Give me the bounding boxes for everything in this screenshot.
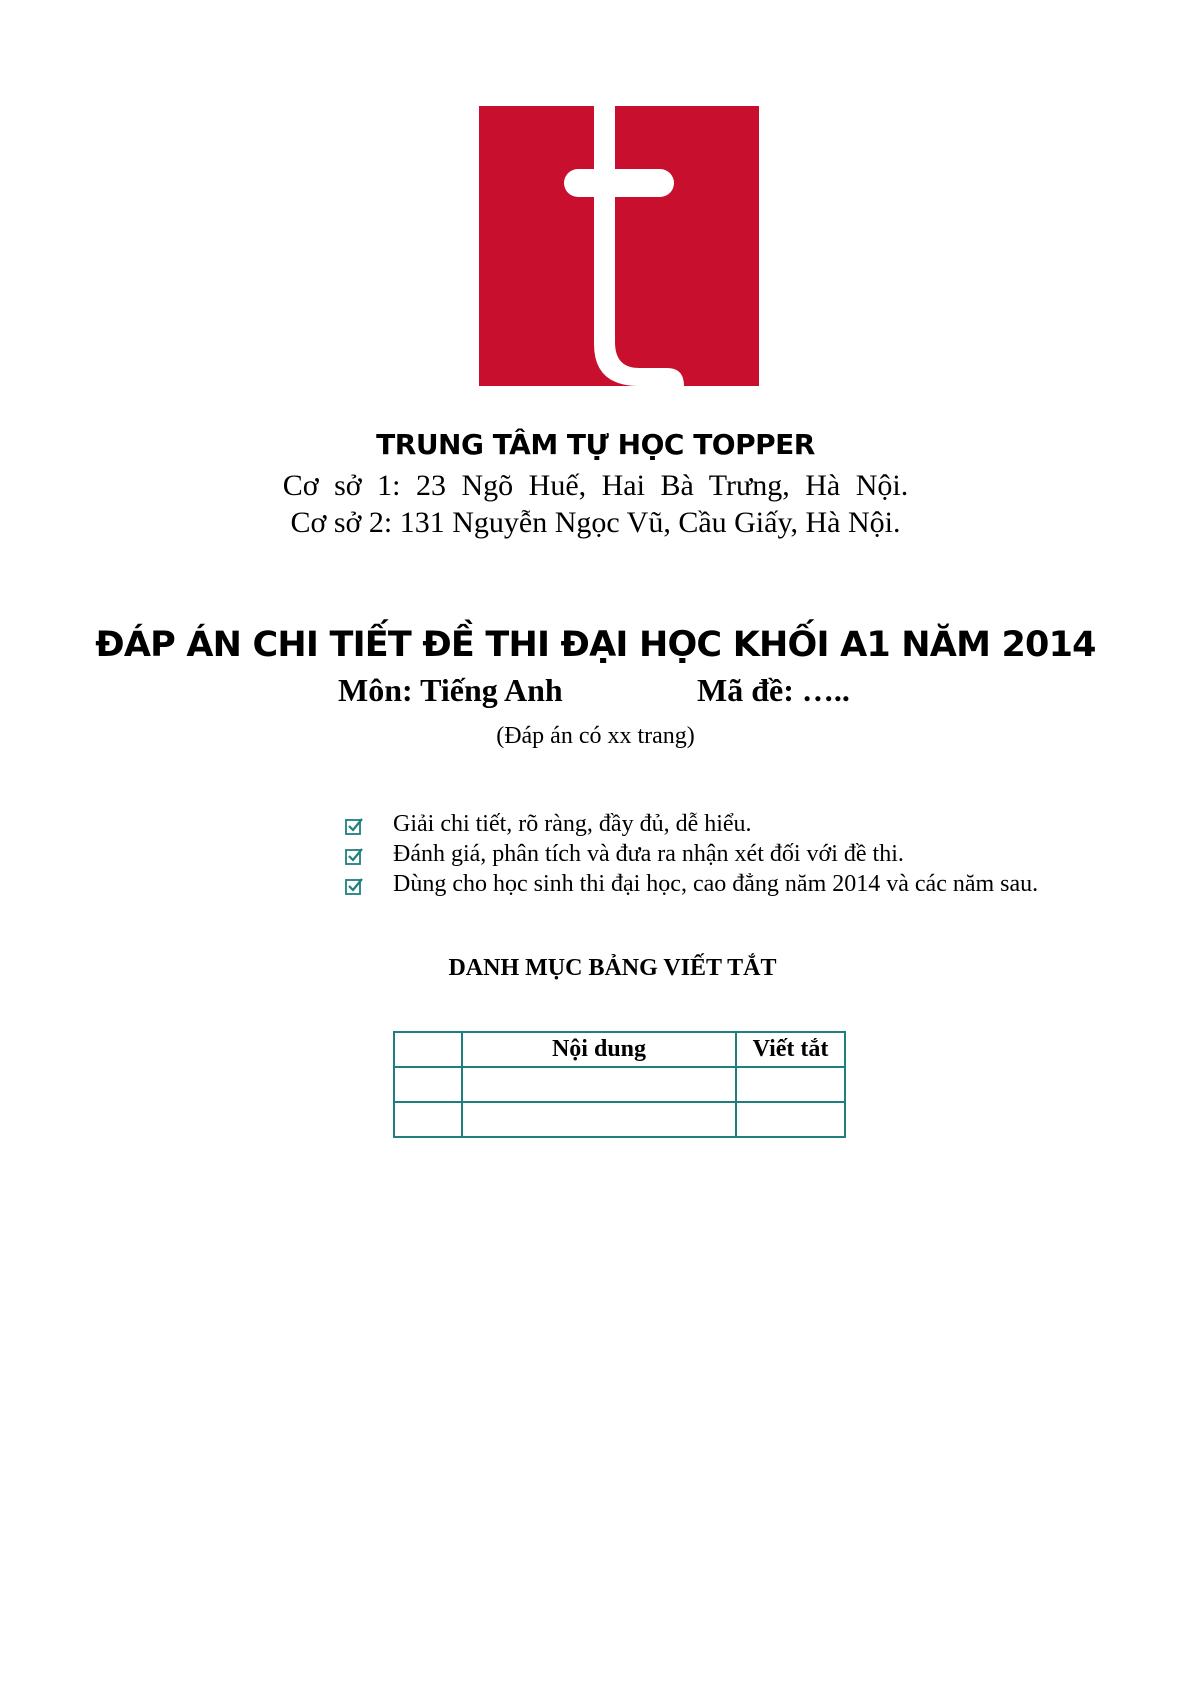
org-name: TRUNG TÂM TỰ HỌC TOPPER <box>376 428 815 461</box>
checkbox-checked-icon <box>345 875 363 893</box>
table-cell <box>394 1067 462 1102</box>
table-cell <box>736 1067 845 1102</box>
column-header-abbreviation: Viết tắt <box>736 1032 845 1067</box>
table-row <box>394 1067 845 1102</box>
subject-label: Môn: Tiếng Anh <box>338 672 563 708</box>
feature-item <box>345 869 1038 899</box>
checkbox-checked-icon <box>345 815 363 833</box>
abbreviation-heading: DANH MỤC BẢNG VIẾT TẮT <box>448 955 777 981</box>
checkbox-checked-icon <box>345 845 363 863</box>
page-count-note: (Đáp án có xx trang) <box>496 723 695 749</box>
abbreviation-table <box>393 1031 846 1138</box>
feature-list <box>345 809 1038 899</box>
table-cell <box>462 1067 736 1102</box>
feature-text: Đánh giá, phân tích và đưa ra nhận xét đối với đề thi. <box>393 840 904 867</box>
address-line-1: Cơ sở 1: 23 Ngõ Huế, Hai Bà Trưng, Hà Nội. <box>282 469 909 502</box>
feature-text: Giải chi tiết, rõ ràng, đầy đủ, dễ hiểu. <box>393 810 752 837</box>
table-cell <box>394 1102 462 1137</box>
exam-code-label: Mã đề: ….. <box>697 672 850 708</box>
table-cell <box>736 1102 845 1137</box>
column-header-content: Nội dung <box>462 1032 736 1067</box>
feature-item <box>345 809 1038 839</box>
feature-item <box>345 839 1038 869</box>
table-header-row <box>394 1032 845 1067</box>
address-line-2: Cơ sở 2: 131 Nguyễn Ngọc Vũ, Cầu Giấy, Hà Nội. <box>290 506 901 539</box>
table-cell <box>462 1102 736 1137</box>
document-title: ĐÁP ÁN CHI TIẾT ĐỀ THI ĐẠI HỌC KHỐI A1 NĂM 2014 <box>95 625 1096 665</box>
column-header-index <box>394 1032 462 1067</box>
topper-logo <box>479 106 759 386</box>
table-row <box>394 1102 845 1137</box>
feature-text: Dùng cho học sinh thi đại học, cao đẳng năm 2014 và các năm sau. <box>393 870 1039 897</box>
